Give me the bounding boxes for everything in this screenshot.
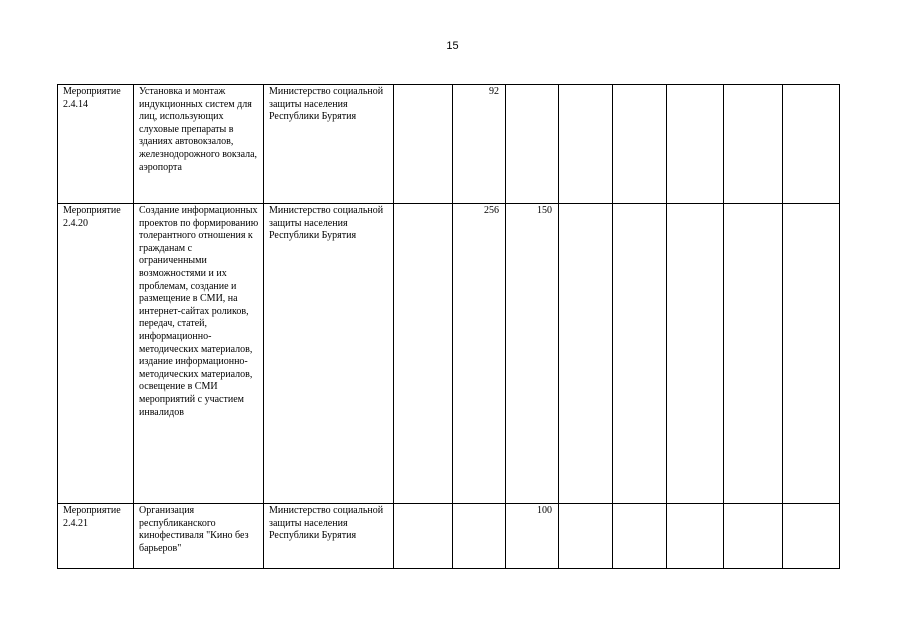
empty-cell (613, 204, 667, 504)
measure-title: Установка и монтаж индукционных систем для лиц, использующих слуховые препараты в зданиях автовокзалов, железнодорожного вокзала, аэропорта (134, 85, 264, 204)
table-row (58, 204, 840, 504)
empty-cell (783, 85, 840, 204)
empty-cell (394, 504, 453, 569)
empty-cell (667, 504, 724, 569)
empty-cell (394, 85, 453, 204)
measure-title: Организация республиканского кинофестиваля "Кино без барьеров" (134, 504, 264, 569)
measure-code: Мероприятие 2.4.21 (58, 504, 134, 569)
measures-table (57, 84, 840, 569)
table-row (58, 85, 840, 204)
value-cell: 100 (506, 504, 559, 569)
empty-cell (613, 504, 667, 569)
measure-executor: Министерство социальной защиты населения Республики Бурятия (264, 504, 394, 569)
empty-cell (613, 85, 667, 204)
empty-cell (724, 204, 783, 504)
measure-code: Мероприятие 2.4.14 (58, 85, 134, 204)
value-cell (453, 504, 506, 569)
empty-cell (783, 504, 840, 569)
page-number: 15 (446, 40, 459, 52)
measure-code: Мероприятие 2.4.20 (58, 204, 134, 504)
empty-cell (667, 85, 724, 204)
empty-cell (783, 204, 840, 504)
empty-cell (559, 504, 613, 569)
empty-cell (667, 204, 724, 504)
value-cell: 92 (453, 85, 506, 204)
measure-title: Создание информационных проектов по формированию толерантного отношения к гражданам с ограниченными возможностями и их проблемам, создание и размещение в СМИ, на интернет-сайтах роликов, передач, статей, информационно-методических материалов, издание информационно-методических материалов, освещение в СМИ мероприятий с участием инвалидов (134, 204, 264, 504)
table-row (58, 504, 840, 569)
value-cell: 150 (506, 204, 559, 504)
empty-cell (724, 504, 783, 569)
value-cell (506, 85, 559, 204)
empty-cell (559, 204, 613, 504)
value-cell: 256 (453, 204, 506, 504)
measure-executor: Министерство социальной защиты населения Республики Бурятия (264, 204, 394, 504)
empty-cell (559, 85, 613, 204)
measure-executor: Министерство социальной защиты населения Республики Бурятия (264, 85, 394, 204)
empty-cell (394, 204, 453, 504)
empty-cell (724, 85, 783, 204)
